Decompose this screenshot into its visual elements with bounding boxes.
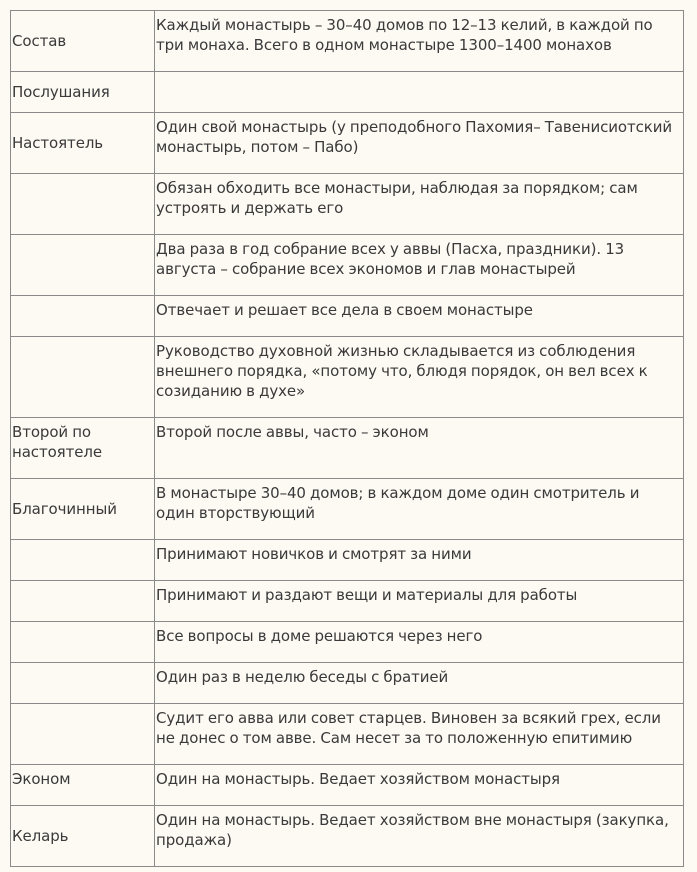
table-row (11, 663, 684, 704)
row-label: Эконом (11, 765, 155, 806)
row-text: Руководство духовной жизнью складывается из соблюдения внешнего порядка, «потому что, блюдя порядок, он вел всех к созиданию в духе» (155, 337, 684, 418)
row-label: Состав (11, 11, 155, 72)
row-text: Один свой монастырь (у преподобного Пахомия– Тавенисиотский монастырь, потом – Пабо) (155, 113, 684, 174)
row-text: Все вопросы в доме решаются через него (155, 622, 684, 663)
row-text: Один на монастырь. Ведает хозяйством вне монастыря (закупка, продажа) (155, 806, 684, 867)
row-label: Настоятель (11, 113, 155, 174)
row-text: Отвечает и решает все дела в своем монастыре (155, 296, 684, 337)
table-row (11, 337, 684, 418)
row-text: Один на монастырь. Ведает хозяйством монастыря (155, 765, 684, 806)
table-row (11, 540, 684, 581)
table-row (11, 704, 684, 765)
row-label (11, 540, 155, 581)
row-label: Послушания (11, 72, 155, 113)
table-row (11, 235, 684, 296)
row-label (11, 296, 155, 337)
row-text: Второй после аввы, часто – эконом (155, 418, 684, 479)
row-label: Второй по настоятеле (11, 418, 155, 479)
monastery-structure-table (10, 10, 684, 867)
row-label: Благочинный (11, 479, 155, 540)
row-text: Принимают новичков и смотрят за ними (155, 540, 684, 581)
row-text (155, 72, 684, 113)
table-row (11, 806, 684, 867)
row-text: Принимают и раздают вещи и материалы для работы (155, 581, 684, 622)
row-text: Каждый монастырь – 30–40 домов по 12–13 келий, в каждой по три монаха. Всего в одном монастыре 1300–1400 монахов (155, 11, 684, 72)
row-label (11, 337, 155, 418)
row-text: Обязан обходить все монастыри, наблюдая за порядком; сам устроять и держать его (155, 174, 684, 235)
table-row (11, 113, 684, 174)
row-text: Два раза в год собрание всех у аввы (Пасха, праздники). 13 августа – собрание всех экономов и глав монастырей (155, 235, 684, 296)
table-row (11, 765, 684, 806)
row-label (11, 663, 155, 704)
row-label (11, 704, 155, 765)
row-label (11, 622, 155, 663)
row-label: Келарь (11, 806, 155, 867)
table-row (11, 622, 684, 663)
table-row (11, 11, 684, 72)
table-row (11, 174, 684, 235)
row-text: Один раз в неделю беседы с братией (155, 663, 684, 704)
table-row (11, 581, 684, 622)
table-row (11, 296, 684, 337)
row-text: В монастыре 30–40 домов; в каждом доме один смотритель и один вторствующий (155, 479, 684, 540)
table-row (11, 418, 684, 479)
row-label (11, 174, 155, 235)
row-text: Судит его авва или совет старцев. Виновен за всякий грех, если не донес о том авве. Сам несет за то положенную епитимию (155, 704, 684, 765)
table-row (11, 479, 684, 540)
row-label (11, 235, 155, 296)
row-label (11, 581, 155, 622)
table-row (11, 72, 684, 113)
